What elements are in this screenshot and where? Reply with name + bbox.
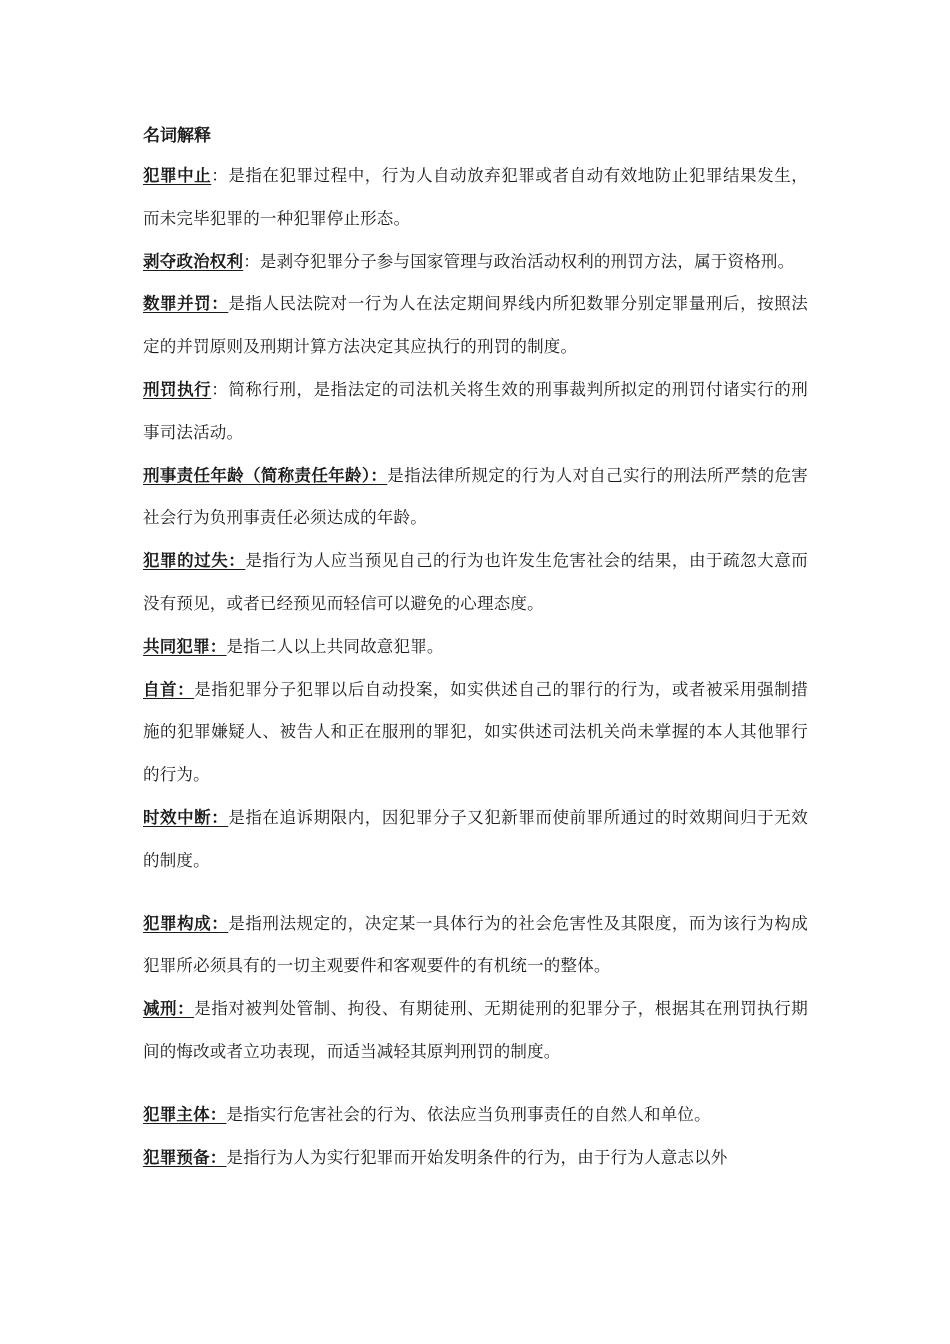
entry-fanzui-zhuti (143, 1094, 808, 1137)
section-heading: 名词解释 (143, 126, 211, 146)
entry-xingshi-zeren-nianling (143, 455, 808, 541)
entry-definition: 是指对被判处管制、拘役、有期徒刑、无期徒刑的犯罪分子，根据其在刑罚执行期间的悔改或者立功表现，而适当减轻其原判刑罚的制度。 (143, 999, 808, 1061)
entry-fanzui-yubei (143, 1137, 808, 1180)
entry-definition: 是指在犯罪过程中，行为人自动放弃犯罪或者自动有效地防止犯罪结果发生，而未完毕犯罪的一种犯罪停止形态。 (143, 166, 808, 228)
entry-definition: 是指人民法院对一行为人在法定期间界线内所犯数罪分别定罪量刑后，按照法定的并罚原则及刑期计算方法决定其应执行的刑罚的制度。 (143, 294, 808, 357)
entry-definition: 是剥夺犯罪分子参与国家管理与政治活动权利的刑罚方法，属于资格刑。 (259, 251, 795, 271)
entry-zishou (143, 669, 808, 797)
entry-definition: 是指行为人为实行犯罪而开始发明条件的行为，由于行为人意志以外 (226, 1147, 728, 1167)
entry-separator: ： (243, 251, 260, 271)
entry-gongtong-fanzui (143, 626, 808, 669)
entry-term: 时效中断： (143, 807, 229, 827)
entry-definition: 是指行为人应当预见自己的行为也许发生危害社会的结果，由于疏忽大意而没有预见，或者已经预见而轻信可以避免的心理态度。 (143, 551, 809, 613)
entry-term: 刑事责任年龄（简称责任年龄）： (143, 465, 388, 485)
entry-term: 共同犯罪： (143, 636, 227, 656)
entry-term: 犯罪预备： (143, 1147, 227, 1167)
entry-separator: ： (211, 379, 229, 399)
entry-term: 刑罚执行 (143, 379, 212, 399)
entry-term: 减刑： (143, 999, 195, 1019)
entry-term: 犯罪主体： (143, 1104, 227, 1124)
document-page (143, 120, 808, 1179)
entry-term: 自首： (143, 679, 195, 699)
entry-definition: 是指犯罪分子犯罪以后自动投案，如实供述自己的罪行的行为，或者被采用强制措施的犯罪嫌疑人、被告人和正在服刑的罪犯，如实供述司法机关尚未掌握的本人其他罪行的行为。 (143, 679, 808, 785)
entry-fanzui-de-guoshi (143, 540, 808, 626)
entry-term: 剥夺政治权利 (143, 251, 244, 271)
entry-fanzui-zhongzhi (143, 155, 808, 241)
entry-jianxing (143, 988, 808, 1074)
entry-fanzui-goucheng (143, 903, 808, 989)
entry-definition: 简称行刑，是指法定的司法机关将生效的刑事裁判所拟定的刑罚付诸实行的刑事司法活动。 (143, 379, 808, 442)
entry-shixiao-zhongduan (143, 797, 808, 883)
entry-xingfa-zhixing (143, 369, 808, 455)
entry-term: 数罪并罚： (143, 294, 229, 314)
entry-separator: ： (211, 166, 229, 185)
entry-term: 犯罪的过失： (143, 551, 246, 571)
entry-definition: 是指二人以上共同故意犯罪。 (226, 636, 444, 656)
entry-boduo-zhengzhi-quanli (143, 241, 808, 284)
entry-definition: 是指法律所规定的行为人对自己实行的刑法所严禁的危害社会行为负刑事责任必须达成的年龄。 (143, 465, 809, 528)
entry-definition: 是指实行危害社会的行为、依法应当负刑事责任的自然人和单位。 (226, 1104, 711, 1124)
entry-definition: 是指在追诉期限内，因犯罪分子又犯新罪而使前罪所通过的时效期间归于无效的制度。 (143, 807, 808, 870)
entry-term: 犯罪构成： (143, 913, 229, 933)
entry-shuzui-bingfa (143, 283, 808, 369)
entry-definition: 是指刑法规定的，决定某一具体行为的社会危害性及其限度，而为该行为构成犯罪所必须具有的一切主观要件和客观要件的有机统一的整体。 (143, 913, 808, 976)
entry-term: 犯罪中止 (143, 166, 212, 185)
